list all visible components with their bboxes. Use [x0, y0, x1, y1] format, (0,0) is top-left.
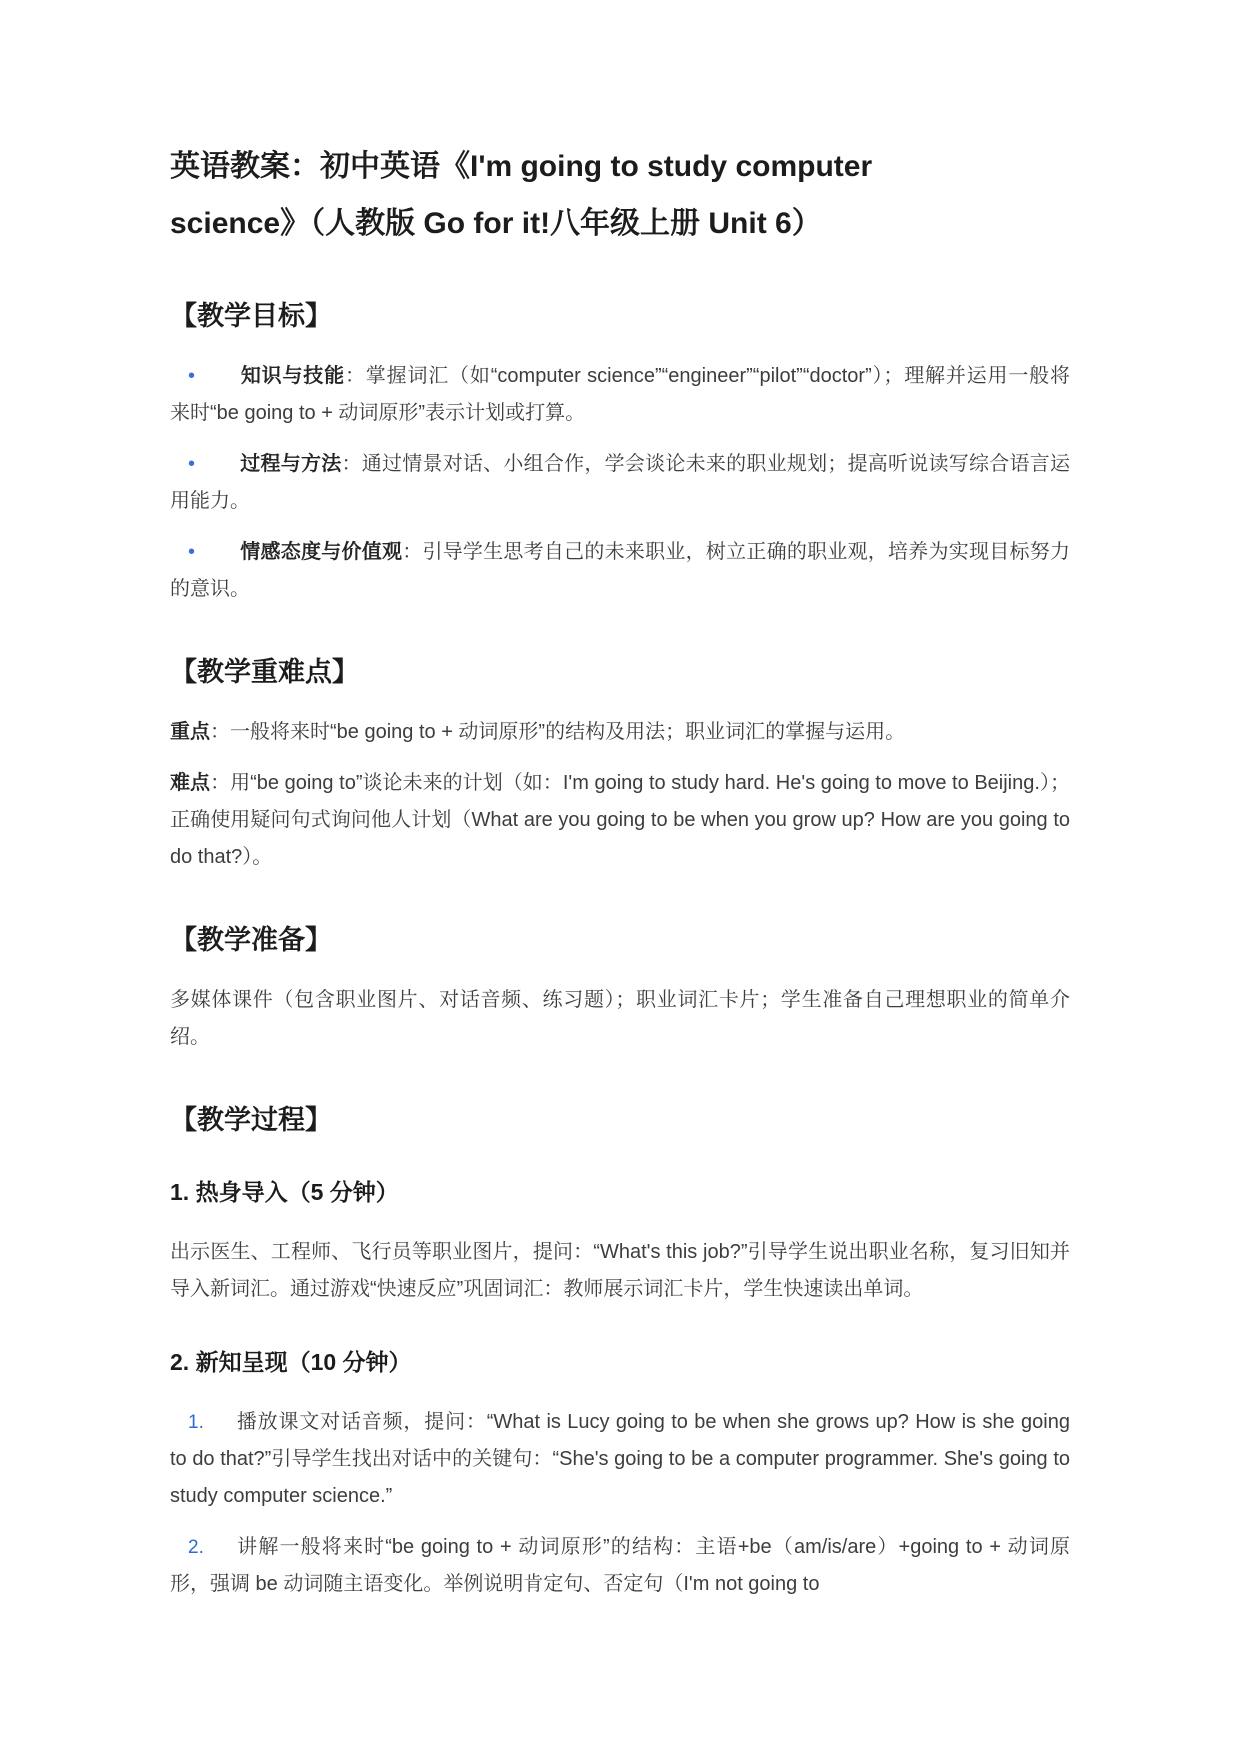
document-title-line-1: 英语教案：初中英语《I'm going to study computer	[170, 150, 873, 183]
goal-item-text: ：掌握词汇（如“computer science”“engineer”“pilot”“doctor”）；理解并运用一般将来时“be going to + 动词原形”表示计划或打算。	[170, 365, 1070, 424]
goal-item-emotion	[170, 534, 1070, 608]
numbered-item-1	[170, 1404, 1070, 1515]
goal-item-label: 过程与方法	[240, 453, 342, 475]
step-warmup-text: 出示医生、工程师、飞行员等职业图片，提问：“What's this job?”引导学生说出职业名称，复习旧知并导入新词汇。通过游戏“快速反应”巩固词汇：教师展示词汇卡片，学生快速读出单词。	[170, 1241, 1070, 1300]
numbered-item-text: 播放课文对话音频，提问：“What is Lucy going to be when she grows up? How is she going to do that?”引导学生找出对话中的关键句：“She's going to be a computer programmer. She's going to study computer science.”	[170, 1411, 1070, 1507]
section-heading-preparation: 【教学准备】	[170, 925, 332, 955]
key-point-difficult	[170, 765, 1070, 876]
list-number: 2.	[188, 1537, 204, 1558]
key-point-label: 重点	[170, 721, 210, 743]
numbered-item-2	[170, 1529, 1070, 1603]
step-title-warmup: 1. 热身导入（5 分钟）	[170, 1179, 399, 1205]
goal-item-label: 知识与技能	[240, 365, 345, 387]
document-title	[170, 138, 1070, 252]
goal-item-label: 情感态度与价值观	[240, 541, 403, 563]
section-heading-goals: 【教学目标】	[170, 301, 332, 331]
document-title-line-2: science》（人教版 Go for it!八年级上册 Unit 6）	[170, 207, 822, 240]
step-title-presentation: 2. 新知呈现（10 分钟）	[170, 1349, 412, 1375]
bullet-icon: •	[188, 453, 196, 475]
goal-item-text: ：引导学生思考自己的未来职业，树立正确的职业观，培养为实现目标努力的意识。	[170, 541, 1071, 600]
preparation-text: 多媒体课件（包含职业图片、对话音频、练习题）；职业词汇卡片；学生准备自己理想职业的简单介绍。	[170, 989, 1070, 1048]
key-point-text: ：一般将来时“be going to + 动词原形”的结构及用法；职业词汇的掌握与运用。	[210, 721, 906, 743]
list-number: 1.	[188, 1412, 204, 1433]
bullet-icon: •	[188, 365, 196, 387]
bullet-icon: •	[188, 541, 196, 563]
goal-item-knowledge	[170, 358, 1070, 432]
numbered-item-text: 讲解一般将来时“be going to + 动词原形”的结构：主语+be（am/is/are）+going to + 动词原形，强调 be 动词随主语变化。举例说明肯定句、否定句（I'm not going to	[170, 1536, 1070, 1595]
key-point-text: ：用“be going to”谈论未来的计划（如：I'm going to study hard. He's going to move to Beijing.）；正确使用疑问句式询问他人计划（What are you going to be when you grow up? How are you going to do that?）。	[170, 772, 1070, 868]
key-point-label: 难点	[170, 772, 211, 794]
goal-item-text: ：通过情景对话、小组合作，学会谈论未来的职业规划；提高听说读写综合语言运用能力。	[170, 453, 1071, 512]
section-heading-process: 【教学过程】	[170, 1105, 332, 1135]
section-heading-key-points: 【教学重难点】	[170, 657, 359, 687]
key-point-main	[170, 714, 1070, 751]
goal-item-process	[170, 446, 1070, 520]
